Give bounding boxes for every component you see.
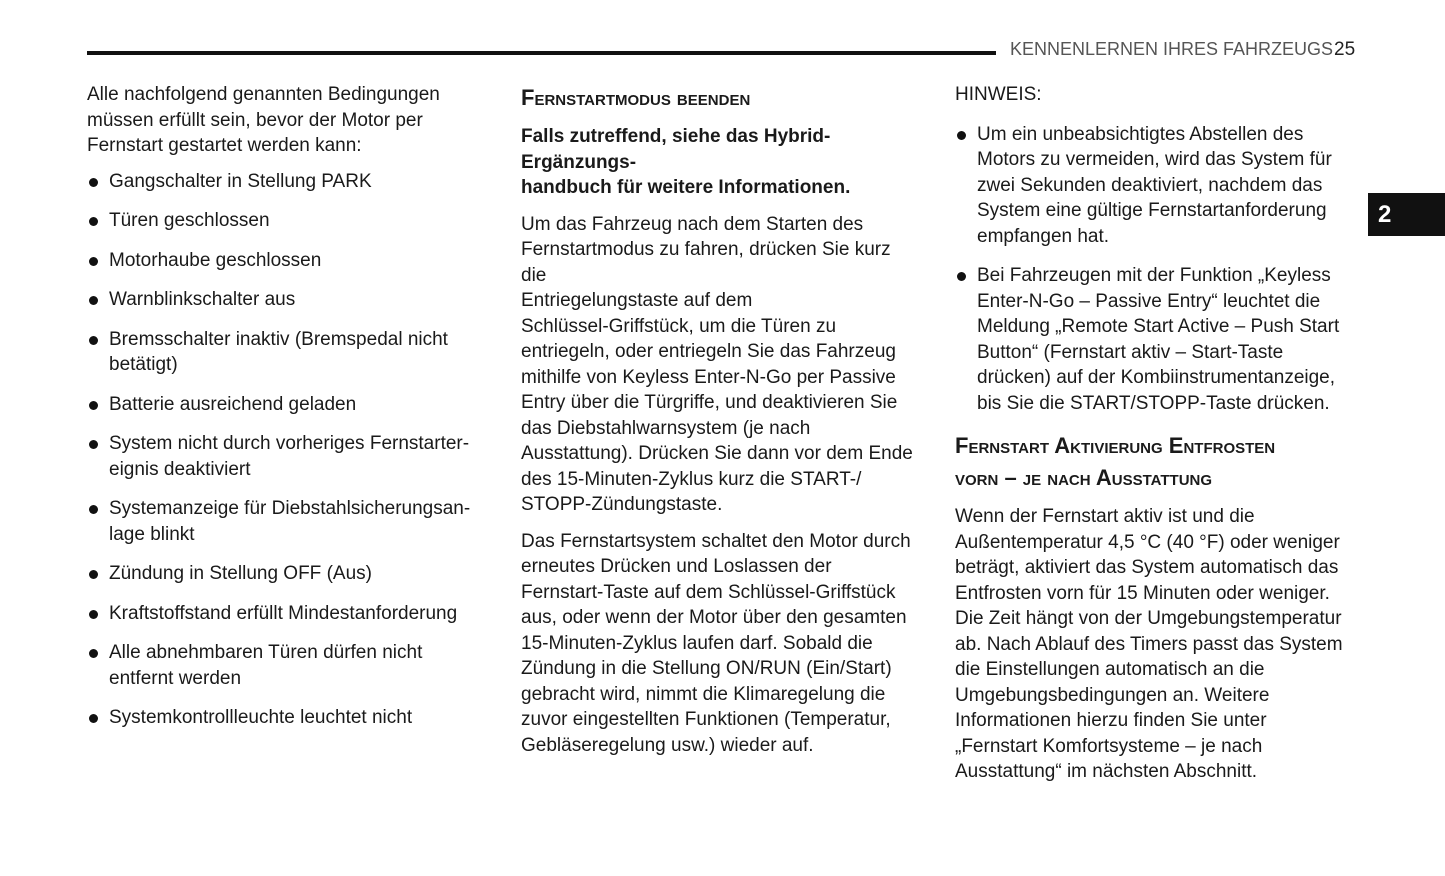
list-item: Motorhaube geschlossen	[87, 248, 487, 274]
column-middle	[521, 82, 921, 769]
bullet-icon	[89, 217, 98, 226]
bullet-icon	[89, 401, 98, 410]
column-right	[955, 82, 1355, 796]
list-item: Batterie ausreichend geladen	[87, 392, 487, 418]
bullet-icon	[89, 178, 98, 187]
hybrid-note: Falls zutreffend, siehe das Hybrid-Ergänzungs- handbuch für weitere Informationen.	[521, 126, 851, 198]
bullet-icon	[957, 272, 966, 281]
list-item: Warnblinkschalter aus	[87, 287, 487, 313]
chapter-tab[interactable]: 2	[1368, 193, 1445, 236]
section-heading: Fernstartmodus beenden	[521, 85, 751, 110]
bullet-icon	[89, 570, 98, 579]
list-item: Zündung in Stellung OFF (Aus)	[87, 561, 487, 587]
bullet-icon	[89, 505, 98, 514]
bullet-icon	[89, 610, 98, 619]
bullet-icon	[89, 440, 98, 449]
bullet-icon	[89, 649, 98, 658]
bullet-icon	[89, 336, 98, 345]
page-number: 25	[1334, 39, 1356, 60]
section-title: KENNENLERNEN IHRES FAHRZEUGS	[1010, 39, 1334, 59]
note-label: HINWEIS:	[955, 84, 1042, 105]
paragraph: Wenn der Fernstart aktiv ist und die Außentemperatur 4,5 °C (40 °F) oder weniger beträgt, aktiviert das System automatisch das Entfrosten vorn für 15 Minuten oder weniger. Die Zeit hängt von der Umgebungstemperatur ab. Nach Ablauf des Timers passt das System die Einstellungen automatisch an die Umgebungsbedingungen an. Weitere Informationen hierzu finden Sie unter „Fernstart Komfortsysteme – je nach Ausstattung“ im nächsten Abschnitt.	[955, 506, 1343, 782]
conditions-list	[87, 169, 487, 731]
bullet-icon	[89, 714, 98, 723]
list-item: System nicht durch vorheriges Fernstarter- eignis deaktiviert	[87, 431, 487, 482]
list-item: Bei Fahrzeugen mit der Funktion „Keyless Enter-N-Go – Passive Entry“ leuchtet die Meldung „Remote Start Active – Push Start Button“ (Fernstart aktiv – Start-Taste drücken) auf der Kombiinstrumentanzeige, bis Sie die START/STOPP-Taste drücken.	[955, 263, 1355, 416]
bullet-icon	[957, 131, 966, 140]
bullet-icon	[89, 296, 98, 305]
list-item: Kraftstoffstand erfüllt Mindestanforderung	[87, 601, 487, 627]
list-item: Systemanzeige für Diebstahlsicherungsan- lage blinkt	[87, 496, 487, 547]
list-item: Türen geschlossen	[87, 208, 487, 234]
list-item: Alle abnehmbaren Türen dürfen nicht entfernt werden	[87, 640, 487, 691]
list-item: Bremsschalter inaktiv (Bremspedal nicht betätigt)	[87, 327, 487, 378]
column-left	[87, 82, 487, 745]
paragraph: Das Fernstartsystem schaltet den Motor durch erneutes Drücken und Loslassen der Fernstart-Taste auf dem Schlüssel-Griffstück aus, oder wenn der Motor über den gesamten 15-Minuten-Zyklus laufen darf. Sobald die Zündung in die Stellung ON/RUN (Ein/Start) gebracht wird, nimmt die Klimaregelung die zuvor eingestellten Funktionen (Temperatur, Gebläseregelung usw.) wieder auf.	[521, 530, 911, 756]
header-rule	[87, 51, 996, 55]
bullet-icon	[89, 257, 98, 266]
intro-text: Alle nachfolgend genannten Bedingungen müssen erfüllt sein, bevor der Motor per Fernstart gestartet werden kann:	[87, 84, 440, 156]
section-heading: Fernstart Aktivierung Entfrosten vorn – je nach Ausstattung	[955, 433, 1276, 490]
list-item: Gangschalter in Stellung PARK	[87, 169, 487, 195]
note-list	[955, 122, 1355, 417]
paragraph: Um das Fahrzeug nach dem Starten des Fernstartmodus zu fahren, drücken Sie kurz die Entriegelungstaste auf dem Schlüssel-Griffstück, um die Türen zu entriegeln, oder entriegeln Sie das Fahrzeug mithilfe von Keyless Enter-N-Go per Passive Entry über die Türgriffe, und deaktivieren Sie das Diebstahlwarnsystem (je nach Ausstattung). Drücken Sie dann vor dem Ende des 15-Minuten-Zyklus kurz die START-/ STOPP-Zündungstaste.	[521, 213, 913, 515]
list-item: Systemkontrollleuchte leuchtet nicht	[87, 705, 487, 731]
list-item: Um ein unbeabsichtigtes Abstellen des Motors zu vermeiden, wird das System für zwei Sekunden deaktiviert, nachdem das System eine gültige Fernstartanforderung empfangen hat.	[955, 122, 1355, 250]
